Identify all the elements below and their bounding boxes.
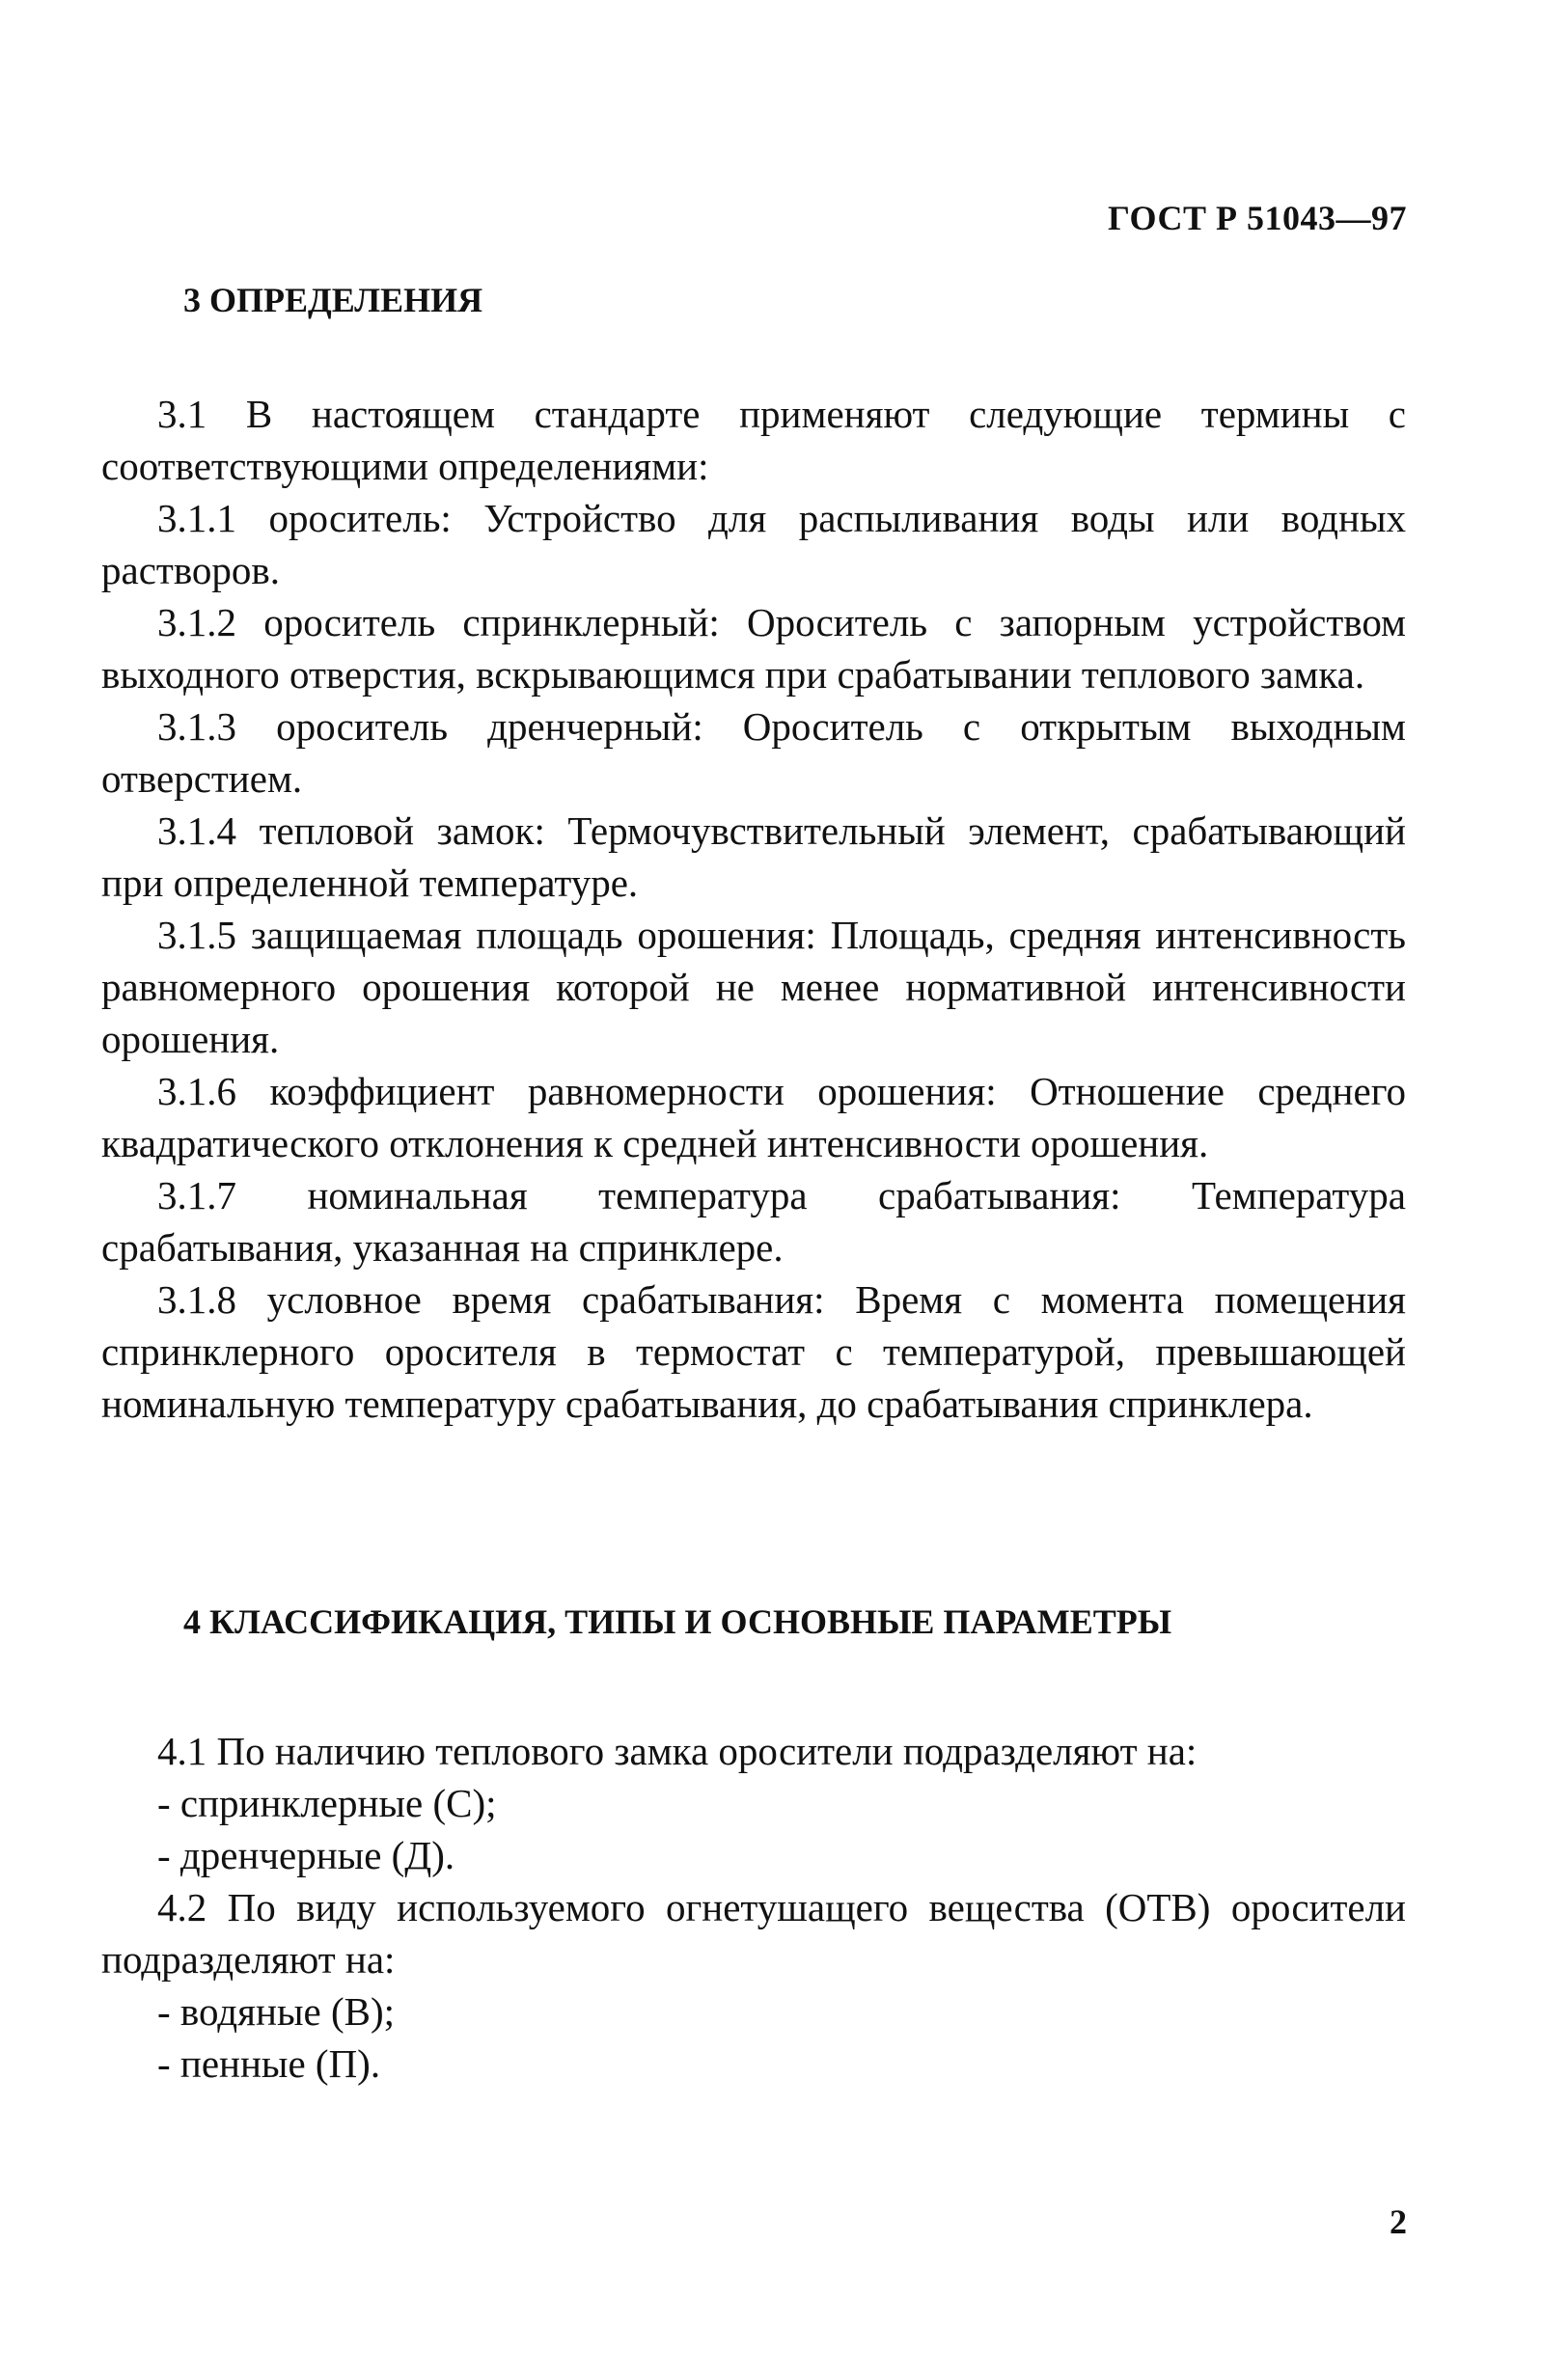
paragraph-3-1-4: 3.1.4 тепловой замок: Термочувствительный элемент, срабатывающий при определенной температуре. xyxy=(101,808,1406,905)
paragraph-3-1-1: 3.1.1 ороситель: Устройство для распыливания воды или водных растворов. xyxy=(101,496,1406,592)
section-4-body xyxy=(101,1725,1406,2090)
paragraph-3-1-3: 3.1.3 ороситель дренчерный: Ороситель с открытым выходным отверстием. xyxy=(101,704,1406,801)
paragraph-4-1: 4.1 По наличию теплового замка оросители подразделяют на: xyxy=(157,1729,1198,1773)
list-item-deluge: - дренчерные (Д). xyxy=(157,1833,455,1877)
paragraph-3-1-6: 3.1.6 коэффициент равномерности орошения: Отношение среднего квадратического отклонения к средней интенсивности орошения. xyxy=(101,1069,1406,1165)
list-item-water: - водяные (В); xyxy=(157,1989,395,2034)
paragraph-4-2: 4.2 По виду используемого огнетушащего вещества (ОТВ) оросители подразделяют на: xyxy=(101,1885,1406,1982)
section-3-heading: 3 ОПРЕДЕЛЕНИЯ xyxy=(183,281,483,319)
paragraph-3-1-2: 3.1.2 ороситель спринклерный: Ороситель с запорным устройством выходного отверстия, вскрывающимся при срабатывании теплового замка. xyxy=(101,600,1406,697)
section-3-body xyxy=(101,388,1406,1430)
list-item-foam: - пенные (П). xyxy=(157,2041,381,2086)
page-number: 2 xyxy=(1390,2202,1407,2241)
paragraph-3-1-5: 3.1.5 защищаемая площадь орошения: Площадь, средняя интенсивность равномерного орошения которой не менее нормативной интенсивности орошения. xyxy=(101,913,1406,1061)
paragraph-3-1-8: 3.1.8 условное время срабатывания: Время с момента помещения спринклерного оросителя в термостат с температурой, превышающей номинальную температуру срабатывания, до срабатывания спринклера. xyxy=(101,1277,1406,1426)
document-code: ГОСТ Р 51043—97 xyxy=(1108,199,1407,237)
section-4-heading: 4 КЛАССИФИКАЦИЯ, ТИПЫ И ОСНОВНЫЕ ПАРАМЕТРЫ xyxy=(183,1602,1172,1641)
paragraph-3-1: 3.1 В настоящем стандарте применяют следующие термины с соответствующими определениями: xyxy=(101,392,1406,488)
paragraph-3-1-7: 3.1.7 номинальная температура срабатывания: Температура срабатывания, указанная на спринклере. xyxy=(101,1173,1406,1270)
list-item-sprinkler: - спринклерные (С); xyxy=(157,1781,497,1825)
